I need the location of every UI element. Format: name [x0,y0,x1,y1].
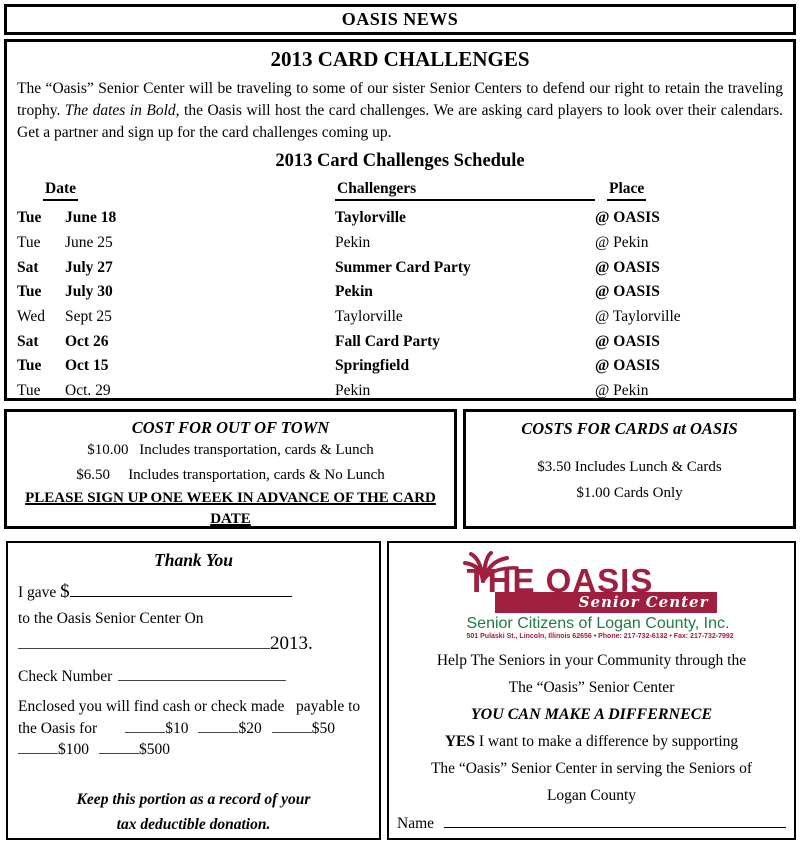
support-line2: Logan County [546,787,637,804]
schedule-challenger: Taylorville [335,209,406,227]
enclosed-line3 [18,739,369,761]
slogan: YOU CAN MAKE A DIFFERNECE [470,706,713,723]
amount-100-blank-field[interactable] [18,740,58,754]
yes-word: YES [444,733,475,750]
cost-item [7,438,454,463]
schedule-place: @ OASIS [595,209,660,227]
gave-label: I gave [18,584,61,601]
card-challenges-box [4,39,796,401]
cost-amount: $10.00 [87,442,129,458]
schedule-row [17,329,793,354]
schedule-date: Oct 26 [65,332,109,350]
schedule-day: Sat [17,258,39,276]
logo-address: 501 Pulaski St., Lincoln, Illinois 62656 • Phone: 217-732-6132 • Fax: 217-732-7992 [466,633,734,640]
check-number-label: Check Number [18,668,113,685]
schedule-place: @ Pekin [595,382,649,400]
donation-receipt-box [6,541,381,840]
dollar-sign: $ [60,581,70,602]
signup-note [7,488,454,530]
schedule-place: @ OASIS [595,258,660,276]
palm-tree-icon [461,549,527,583]
amount-blank-field[interactable] [70,583,292,597]
schedule-day: Tue [17,382,41,400]
amount-50-label: $50 [311,719,335,737]
yes-line [397,728,786,755]
cost-amount: $6.50 [76,467,110,483]
schedule-date: July 30 [65,283,113,301]
help-line2: The “Oasis” Senior Center [508,679,675,696]
cost-desc: Includes transportation, cards & Lunch [139,442,374,458]
date-line [18,633,369,655]
schedule-place: @ OASIS [595,283,660,301]
name-label: Name [397,815,435,832]
schedule-place: @ OASIS [595,332,660,350]
schedule-header-row [17,180,793,206]
schedule-row [17,280,793,305]
name-line [397,814,786,833]
help-line1: Help The Seniors in your Community through the [436,652,747,669]
logo-name: THE OASIS [466,562,654,599]
keep-line2: tax deductible donation. [116,815,271,833]
schedule-table [7,180,793,404]
cost-out-of-town-title: COST FOR OUT OF TOWN [131,418,330,437]
amount-500-blank-field[interactable] [99,740,139,754]
masthead-box [4,4,796,35]
cost-item: $1.00 Cards Only [576,485,683,501]
schedule-day: Tue [17,209,42,227]
schedule-day: Sat [17,332,39,350]
schedule-day: Tue [17,357,42,375]
enclosed-line2 [18,718,369,740]
schedule-row [17,354,793,379]
cost-at-oasis-box [463,409,796,529]
schedule-challenger: Pekin [335,283,373,301]
masthead-title: OASIS NEWS [341,9,459,29]
card-challenges-intro [17,78,783,144]
schedule-challenger: Fall Card Party [335,332,441,350]
amount-10-label: $10 [165,719,189,737]
schedule-title: 2013 Card Challenges Schedule [275,151,525,171]
signup-note-line2: DATE [210,511,251,527]
amount-option [99,741,170,758]
schedule-day: Tue [17,283,42,301]
name-blank-field[interactable] [444,814,786,828]
schedule-challenger: Summer Card Party [335,258,471,276]
year-suffix: 2013. [270,633,313,654]
gave-amount-line [18,581,369,603]
thank-you-title: Thank You [154,550,233,570]
schedule-header-place: Place [607,180,646,201]
schedule-challenger: Taylorville [335,308,403,326]
amount-500-label: $500 [139,741,170,758]
schedule-date: Oct. 29 [65,382,111,400]
logo-banner-text: Senior Center [578,593,709,611]
keep-line1: Keep this portion as a record of your [76,790,311,808]
support-line1: The “Oasis” Senior Center in serving the Seniors of [430,760,753,777]
schedule-date: June 25 [65,234,113,252]
enclosed-line2-prefix: the Oasis for [18,719,98,737]
check-number-line [18,667,369,686]
oasis-logo [466,551,734,641]
schedule-date: Oct 15 [65,357,109,375]
amount-option [272,720,335,737]
schedule-date: July 27 [65,258,113,276]
amount-10-blank-field[interactable] [125,719,165,733]
amount-20-label: $20 [238,719,262,737]
intro-text-1: The “Oasis” Senior Center will be traveling to some of our sister Senior Centers to defend our right to retain the traveling trophy. [17,80,783,119]
cost-at-oasis-title: COSTS FOR CARDS at OASIS [521,419,738,438]
donation-form-box [387,541,796,840]
logo-organization: Senior Citizens of Logan County, Inc. [466,615,730,632]
schedule-challenger: Springfield [335,357,410,375]
schedule-row [17,305,793,330]
schedule-row [17,255,793,280]
amount-option [18,741,89,758]
keep-portion-note [18,787,369,837]
cost-item [7,463,454,488]
schedule-header-challengers: Challengers [335,180,595,201]
amount-option [125,720,188,737]
schedule-row [17,379,793,404]
schedule-challenger: Pekin [335,234,371,252]
schedule-day: Tue [17,234,41,252]
schedule-place: @ Taylorville [595,308,681,326]
card-challenges-title: 2013 CARD CHALLENGES [270,47,530,71]
schedule-date: Sept 25 [65,308,112,326]
amount-100-label: $100 [58,741,89,758]
cost-item: $3.50 Includes Lunch & Cards [537,459,722,475]
schedule-place: @ OASIS [595,357,660,375]
amount-20-blank-field[interactable] [198,719,238,733]
cost-out-of-town-box [4,409,457,529]
amount-option [198,720,261,737]
signup-note-line1: PLEASE SIGN UP ONE WEEK IN ADVANCE OF THE CARD [25,490,436,506]
schedule-challenger: Pekin [335,382,371,400]
oasis-logo-wordmark [467,551,717,599]
date-blank-field[interactable] [18,635,270,649]
schedule-place: @ Pekin [595,234,649,252]
schedule-row [17,231,793,256]
check-number-blank-field[interactable] [118,667,286,681]
amount-50-blank-field[interactable] [272,719,312,733]
intro-text-2: the Oasis will host the card challenges. We are asking card players to look over their calendars. Get a partner and sign up for the card challenges coming up. [17,102,783,141]
cost-desc: Includes transportation, cards & No Lunch [128,467,385,483]
to-line: to the Oasis Senior Center On [18,610,204,627]
intro-text-italic: The dates in Bold, [64,102,180,119]
schedule-row [17,206,793,231]
yes-rest: I want to make a difference by supporting [475,733,739,750]
schedule-date: June 18 [65,209,117,227]
schedule-day: Wed [17,308,46,326]
schedule-header-date: Date [43,180,78,201]
enclosed-line1: Enclosed you will find cash or check made payable to [18,698,361,715]
